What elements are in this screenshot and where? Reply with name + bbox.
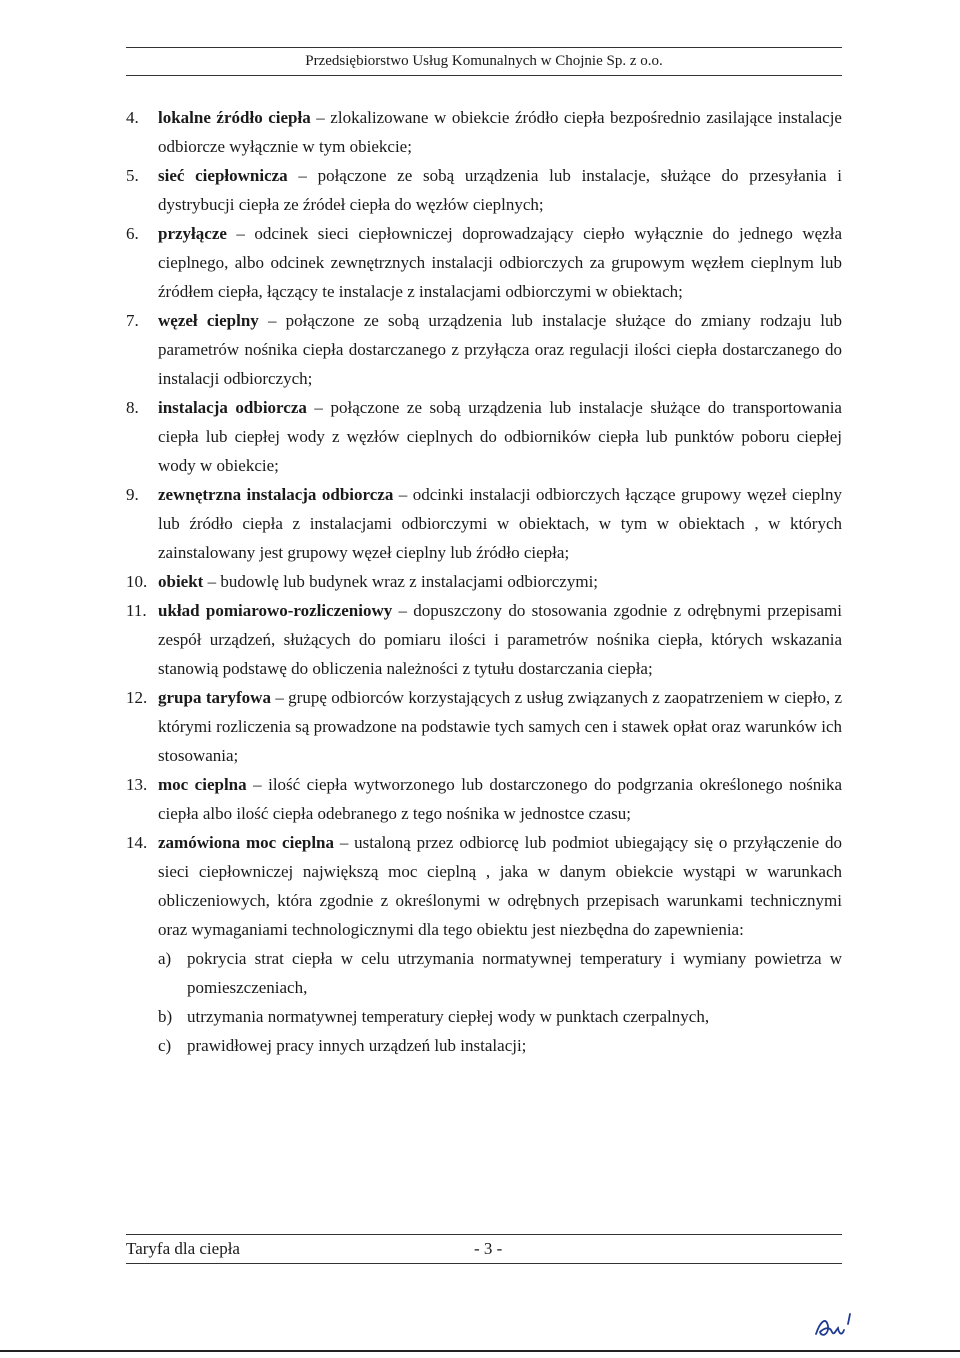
item-term: zamówiona moc cieplna [158,833,334,852]
item-text: – odcinek sieci ciepłowniczej doprowadzający ciepło wyłącznie do jednego węzła cieplnego, albo odcinek zewnętrznych instalacji odbiorczych za grupowym węzłem cieplnym lub źródłem ciepła, łączący te instalacje z instalacjami odbiorczymi w obiektach; [158,224,842,301]
item-term: przyłącze [158,224,227,243]
item-term: węzeł cieplny [158,311,259,330]
item-number: 14. [126,833,148,852]
item-text: – grupę odbiorców korzystających z usług związanych z zaopatrzeniem w ciepło, z którymi rozliczenia są prowadzone na podstawie tych samych cen i stawek opłat oraz warunków ich stosowania; [158,688,842,765]
sub-item [126,1002,842,1031]
page-header [126,47,842,76]
item-term: zewnętrzna instalacja odbiorcza [158,485,394,504]
item-number: 11. [126,601,147,620]
item-text: – dopuszczony do stosowania zgodnie z odrębnymi przepisami zespół urządzeń, służących do pomiaru ilości i parametrów nośnika ciepła, których wskazania stanowią podstawę do obliczenia należności z tytułu dostarczania ciepła; [158,601,842,678]
definition-item [126,596,842,683]
definition-item [126,480,842,567]
definition-item [126,770,842,828]
item-number: 10. [126,572,148,591]
sub-item [126,1031,842,1060]
definition-item [126,219,842,306]
page-footer [126,1234,842,1264]
sub-item-letter: a) [158,949,172,968]
definition-item [126,567,842,596]
signature-mark [812,1304,862,1344]
sub-item-text: utrzymania normatywnej temperatury ciepłej wody w punktach czerpalnych, [187,1007,710,1026]
item-number: 7. [126,311,139,330]
scan-edge-line [0,1350,960,1352]
item-text: – połączone ze sobą urządzenia lub instalacje służące do zmiany rodzaju lub parametrów nośnika ciepła dostarczanego z przyłącza oraz regulacji ilości ciepła dostarczanego do instalacji odbiorczych; [158,311,842,388]
definition-item [126,161,842,219]
page-number: - 3 - [474,1239,503,1258]
item-text: – odcinki instalacji odbiorczych łączące grupowy węzeł cieplny lub źródło ciepła z instalacjami odbiorczymi w obiektach, w tym w obiektach , w których zainstalowany jest grupowy węzeł cieplny lub źródło ciepła; [158,485,842,562]
item-text: – ustaloną przez odbiorcę lub podmiot ubiegający się o przyłączenie do sieci ciepłowniczej największą moc cieplną , jaka w danym obiekcie wystąpi w warunkach obliczeniowych, która zgodnie z określonymi w odrębnych przepisach warunkami technicznymi oraz wymaganiami technologicznymi dla tego obiektu jest niezbędna do zapewnienia: [158,833,842,939]
item-number: 5. [126,166,139,185]
definition-item [126,393,842,480]
definition-item [126,683,842,770]
sub-item-letter: b) [158,1007,173,1026]
sub-item [126,944,842,1002]
item-number: 12. [126,688,148,707]
sub-item-text: pokrycia strat ciepła w celu utrzymania normatywnej temperatury i wymiany powietrza w pomieszczeniach, [187,949,842,997]
company-name: Przedsiębiorstwo Usług Komunalnych w Chojnie Sp. z o.o. [305,53,663,69]
item-number: 9. [126,485,139,504]
definition-item [126,306,842,393]
definition-item [126,828,842,944]
item-text: – budowlę lub budynek wraz z instalacjami odbiorczymi; [203,572,599,591]
item-term: lokalne źródło ciepła [158,108,311,127]
item-term: moc cieplna [158,775,247,794]
item-number: 13. [126,775,148,794]
item-text: – zlokalizowane w obiekcie źródło ciepła bezpośrednio zasilające instalacje odbiorcze wyłącznie w tym obiekcie; [158,108,842,156]
definition-item [126,103,842,161]
definitions-list [126,103,842,1060]
item-term: instalacja odbiorcza [158,398,307,417]
footer-title: Taryfa dla ciepła [126,1239,240,1258]
item-text: – połączone ze sobą urządzenia lub instalacje, służące do przesyłania i dystrybucji ciepła ze źródeł ciepła do węzłów cieplnych; [158,166,842,214]
item-term: układ pomiarowo-rozliczeniowy [158,601,393,620]
sub-item-text: prawidłowej pracy innych urządzeń lub instalacji; [187,1036,527,1055]
sub-item-letter: c) [158,1036,172,1055]
item-text: – połączone ze sobą urządzenia lub instalacje służące do transportowania ciepła lub ciepłej wody z węzłów cieplnych do odbiorników ciepła lub punktów poboru ciepłej wody w obiekcie; [158,398,842,475]
item-term: sieć ciepłownicza [158,166,288,185]
item-number: 8. [126,398,139,417]
item-term: grupa taryfowa [158,688,271,707]
item-term: obiekt [158,572,204,591]
item-number: 6. [126,224,139,243]
item-text: – ilość ciepła wytworzonego lub dostarczonego do podgrzania określonego nośnika ciepła albo ilość ciepła odebranego z tego nośnika w jednostce czasu; [158,775,843,823]
item-number: 4. [126,108,139,127]
